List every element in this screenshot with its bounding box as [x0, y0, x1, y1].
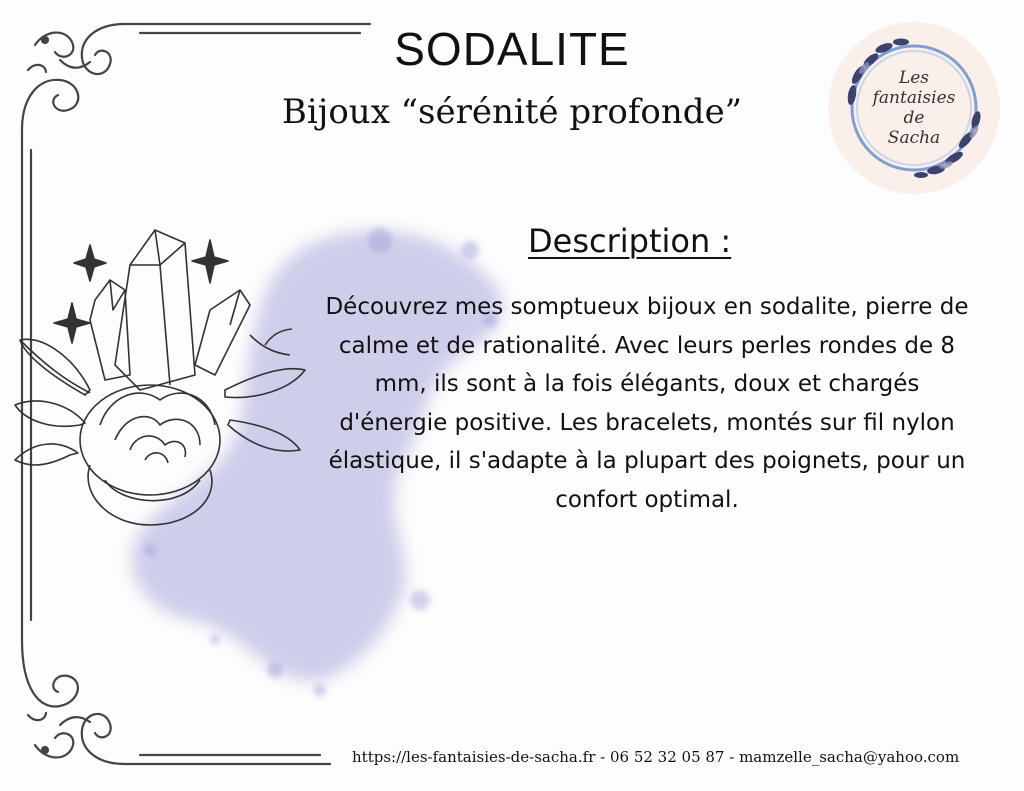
logo-line-4: Sacha — [887, 128, 941, 148]
crystal-flower-illustration-icon — [10, 225, 310, 540]
page-subtitle: Bijoux “sérénité profonde” — [281, 92, 743, 132]
description-heading: Description : — [528, 222, 732, 260]
logo-line-1: Les — [898, 68, 930, 88]
footer-contact: https://les-fantaisies-de-sacha.fr - 06 52 32 05 87 - mamzelle_sacha@yahoo.com — [352, 748, 960, 766]
page-title: SODALITE — [394, 23, 630, 75]
logo-line-3: de — [903, 108, 925, 128]
description-body: Découvrez mes somptueux bijoux en sodalite, pierre de calme et de rationalité. Avec leurs perles rondes de 8 mm, ils sont à la fois élégants, doux et chargés d'énergie positive. Les bracelets, montés sur fil nylon élastique, il s'adapte à la plupart des poignets, pour un confort optimal. — [325, 294, 969, 513]
logo-line-2: fantaisies — [872, 88, 956, 108]
